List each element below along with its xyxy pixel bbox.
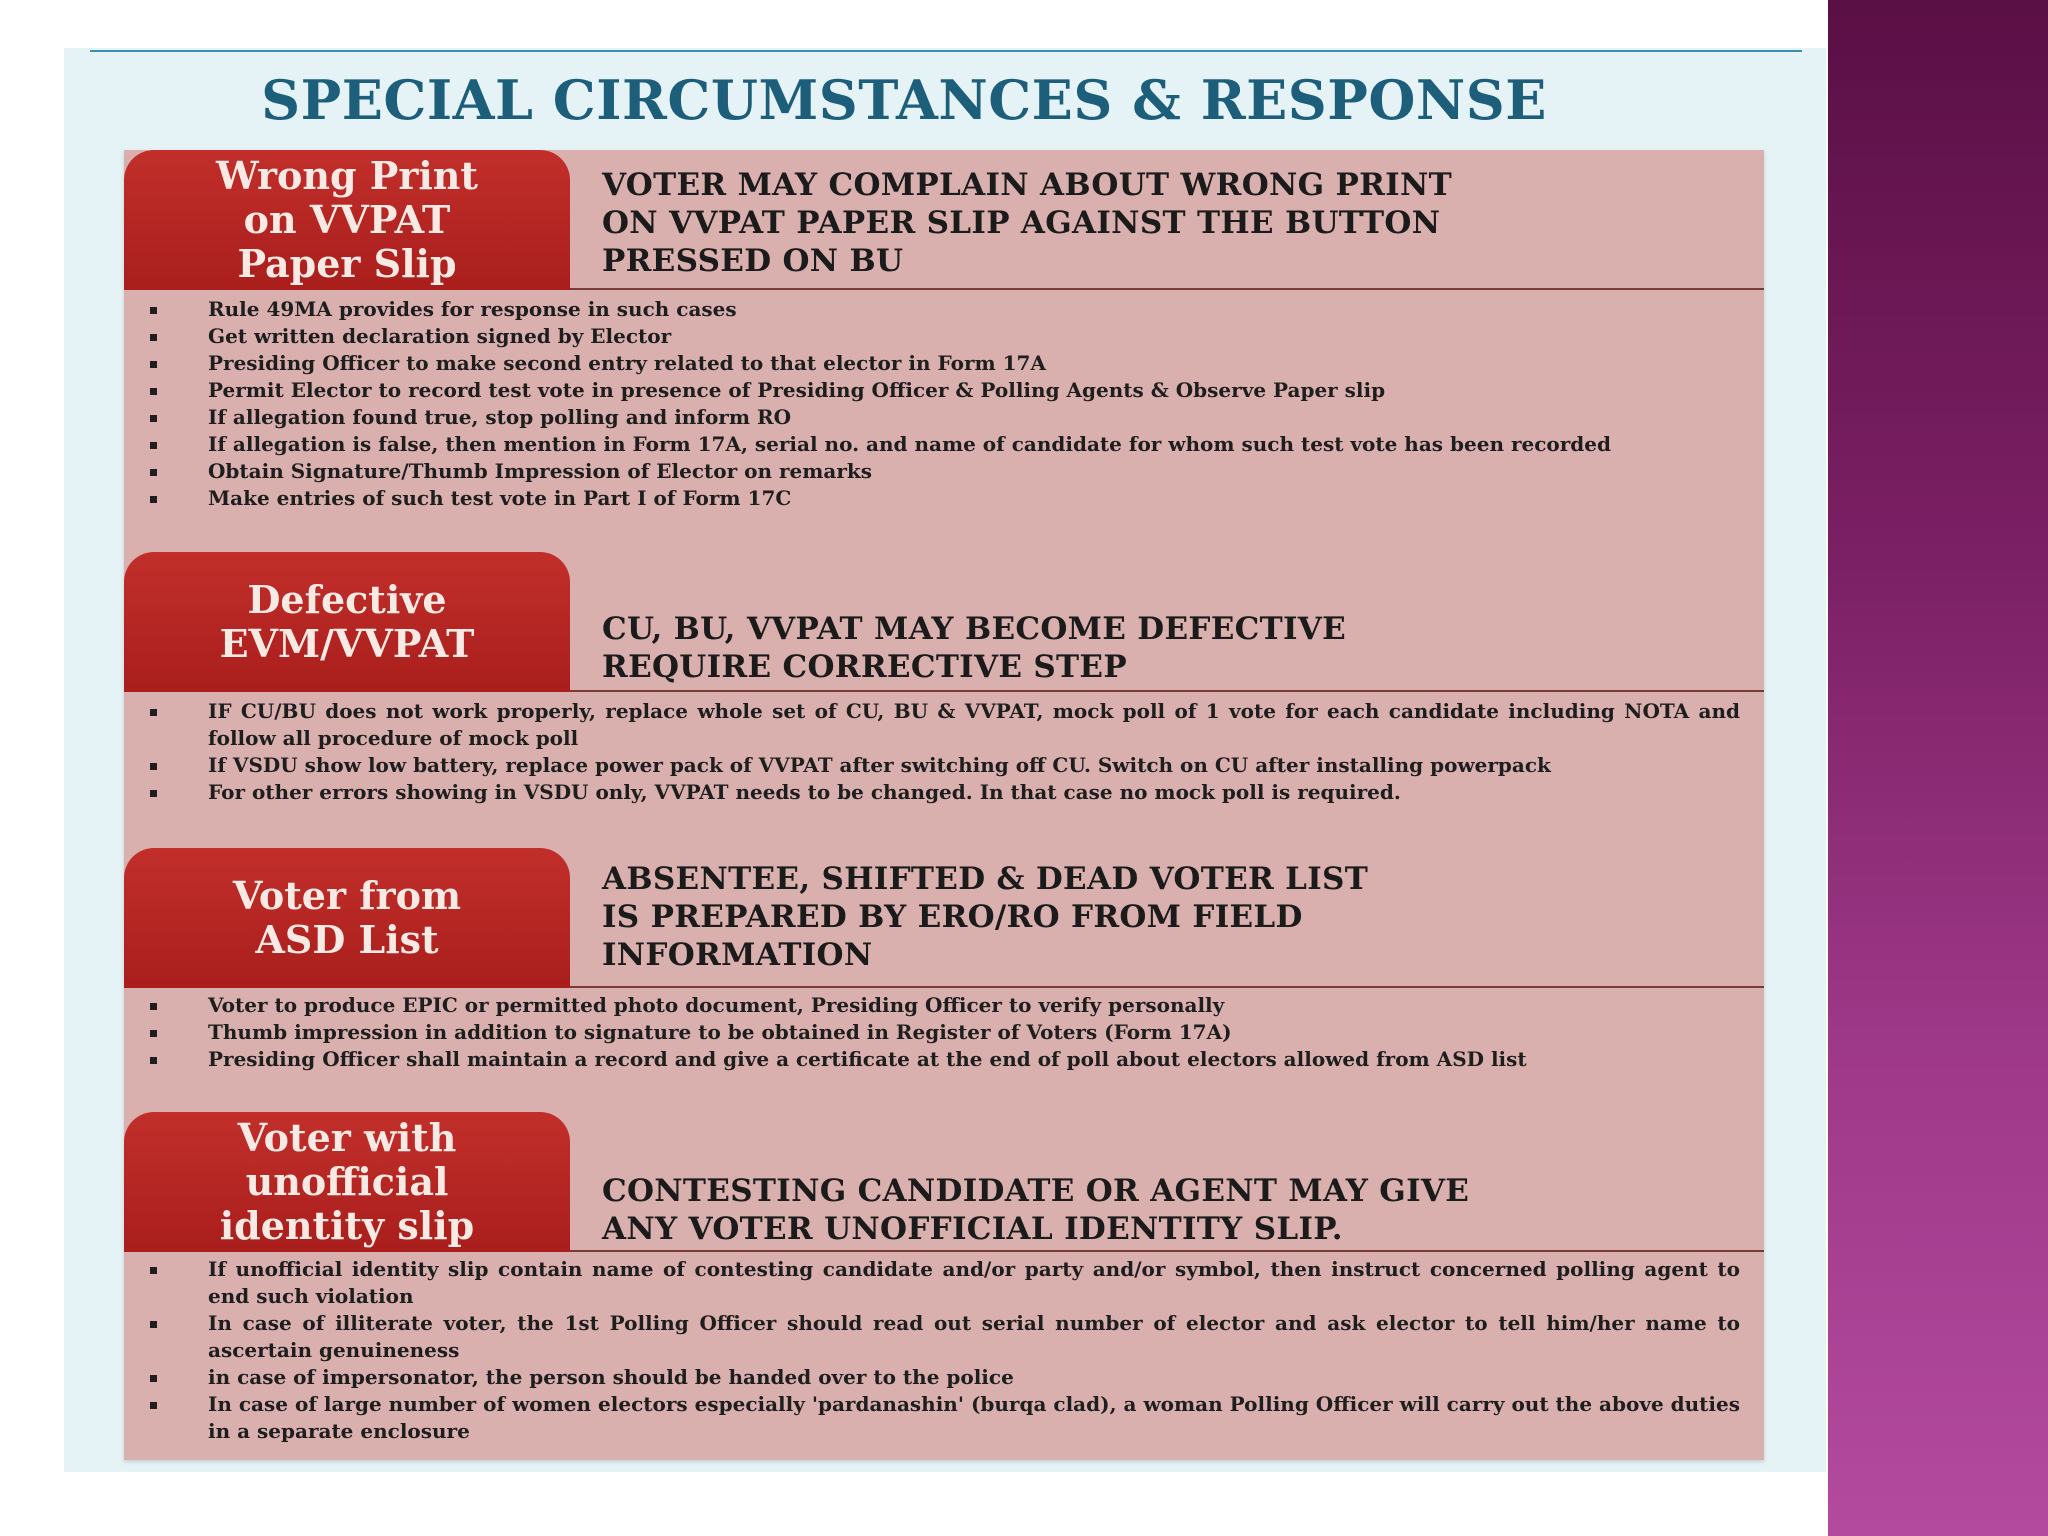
decorative-side-band xyxy=(1828,0,2048,1536)
section-wrong-print xyxy=(124,150,1764,292)
bullet-icon xyxy=(150,469,157,476)
list-item: Get written declaration signed by Elector xyxy=(124,323,1764,350)
headline-line: CONTESTING CANDIDATE OR AGENT MAY GIVE xyxy=(602,1173,1470,1209)
list-item: In case of large number of women electors especially 'pardanashin' (burqa clad), a woman Polling Officer will carry out the above duties in a separate enclosure xyxy=(124,1391,1764,1445)
tag-line: EVM/VVPAT xyxy=(219,621,475,666)
bullet-icon xyxy=(150,1030,157,1037)
bullet-icon xyxy=(150,1003,157,1010)
section-defective-evm xyxy=(124,552,1764,694)
headline-line: ON VVPAT PAPER SLIP AGAINST THE BUTTON xyxy=(602,205,1441,241)
bullet-icon xyxy=(150,361,157,368)
section-divider xyxy=(570,288,1764,290)
bullet-icon xyxy=(150,1321,157,1328)
section-headline xyxy=(602,1172,1469,1248)
bullet-icon xyxy=(150,1057,157,1064)
page-title: SPECIAL CIRCUMSTANCES & RESPONSE xyxy=(261,68,1547,132)
list-item: Obtain Signature/Thumb Impression of Elector on remarks xyxy=(124,458,1764,485)
section-tag xyxy=(124,150,570,290)
section-divider xyxy=(570,690,1764,692)
bullet-icon xyxy=(150,790,157,797)
list-item: IF CU/BU does not work properly, replace whole set of CU, BU & VVPAT, mock poll of 1 vote for each candidate including NOTA and follow all procedure of mock poll xyxy=(124,698,1764,752)
section-divider xyxy=(570,1250,1764,1252)
bullet-list xyxy=(124,1256,1764,1445)
tag-line: Voter from xyxy=(232,873,462,918)
list-item: Permit Elector to record test vote in presence of Presiding Officer & Polling Agents & Observe Paper slip xyxy=(124,377,1764,404)
tag-line: on VVPAT xyxy=(243,197,451,242)
headline-line: INFORMATION xyxy=(602,937,873,973)
section-divider xyxy=(570,986,1764,988)
list-item: Make entries of such test vote in Part I of Form 17C xyxy=(124,485,1764,512)
headline-line: ANY VOTER UNOFFICIAL IDENTITY SLIP. xyxy=(602,1211,1343,1247)
bullet-icon xyxy=(150,1267,157,1274)
list-item: In case of illiterate voter, the 1st Polling Officer should read out serial number of elector and ask elector to tell him/her name to ascertain genuineness xyxy=(124,1310,1764,1364)
headline-line: PRESSED ON BU xyxy=(602,243,904,279)
bullet-icon xyxy=(150,334,157,341)
list-item: If allegation found true, stop polling and inform RO xyxy=(124,404,1764,431)
section-headline xyxy=(602,860,1368,974)
section-asd-list xyxy=(124,848,1764,990)
tag-line: identity slip xyxy=(219,1203,475,1248)
section-tag xyxy=(124,848,570,988)
bullet-icon xyxy=(150,388,157,395)
headline-line: REQUIRE CORRECTIVE STEP xyxy=(602,649,1127,685)
headline-line: VOTER MAY COMPLAIN ABOUT WRONG PRINT xyxy=(602,167,1452,203)
content-card xyxy=(124,150,1764,1460)
tag-line: ASD List xyxy=(255,917,439,962)
list-item: If allegation is false, then mention in Form 17A, serial no. and name of candidate for whom such test vote has been recorded xyxy=(124,431,1764,458)
bullet-icon xyxy=(150,415,157,422)
tag-line: unofficial xyxy=(245,1159,449,1204)
bullet-icon xyxy=(150,496,157,503)
tag-line: Voter with xyxy=(237,1115,457,1160)
list-item: in case of impersonator, the person should be handed over to the police xyxy=(124,1364,1764,1391)
list-item: If VSDU show low battery, replace power pack of VVPAT after switching off CU. Switch on CU after installing powerpack xyxy=(124,752,1764,779)
headline-line: CU, BU, VVPAT MAY BECOME DEFECTIVE xyxy=(602,611,1347,647)
bullet-icon xyxy=(150,442,157,449)
section-tag xyxy=(124,1112,570,1252)
list-item: If unofficial identity slip contain name of contesting candidate and/or party and/or symbol, then instruct concerned polling agent to end such violation xyxy=(124,1256,1764,1310)
list-item: Thumb impression in addition to signature to be obtained in Register of Voters (Form 17A) xyxy=(124,1019,1764,1046)
list-item: Voter to produce EPIC or permitted photo document, Presiding Officer to verify personally xyxy=(124,992,1764,1019)
list-item: Presiding Officer to make second entry related to that elector in Form 17A xyxy=(124,350,1764,377)
tag-line: Defective xyxy=(247,577,447,622)
bullet-icon xyxy=(150,709,157,716)
bullet-list xyxy=(124,296,1764,512)
tag-line: Wrong Print xyxy=(216,153,478,198)
bullet-icon xyxy=(150,1402,157,1409)
section-headline xyxy=(602,166,1452,280)
list-item: Rule 49MA provides for response in such cases xyxy=(124,296,1764,323)
tag-line: Paper Slip xyxy=(237,241,457,286)
bullet-icon xyxy=(150,307,157,314)
top-rule xyxy=(90,50,1802,52)
bullet-icon xyxy=(150,1375,157,1382)
headline-line: IS PREPARED BY ERO/RO FROM FIELD xyxy=(602,899,1303,935)
section-unofficial-slip xyxy=(124,1112,1764,1254)
headline-line: ABSENTEE, SHIFTED & DEAD VOTER LIST xyxy=(602,861,1369,897)
section-tag xyxy=(124,552,570,692)
bullet-list xyxy=(124,992,1764,1073)
bullet-icon xyxy=(150,763,157,770)
bullet-list xyxy=(124,698,1764,806)
list-item: Presiding Officer shall maintain a record and give a certificate at the end of poll about electors allowed from ASD list xyxy=(124,1046,1764,1073)
list-item: For other errors showing in VSDU only, VVPAT needs to be changed. In that case no mock poll is required. xyxy=(124,779,1764,806)
section-headline xyxy=(602,610,1346,686)
